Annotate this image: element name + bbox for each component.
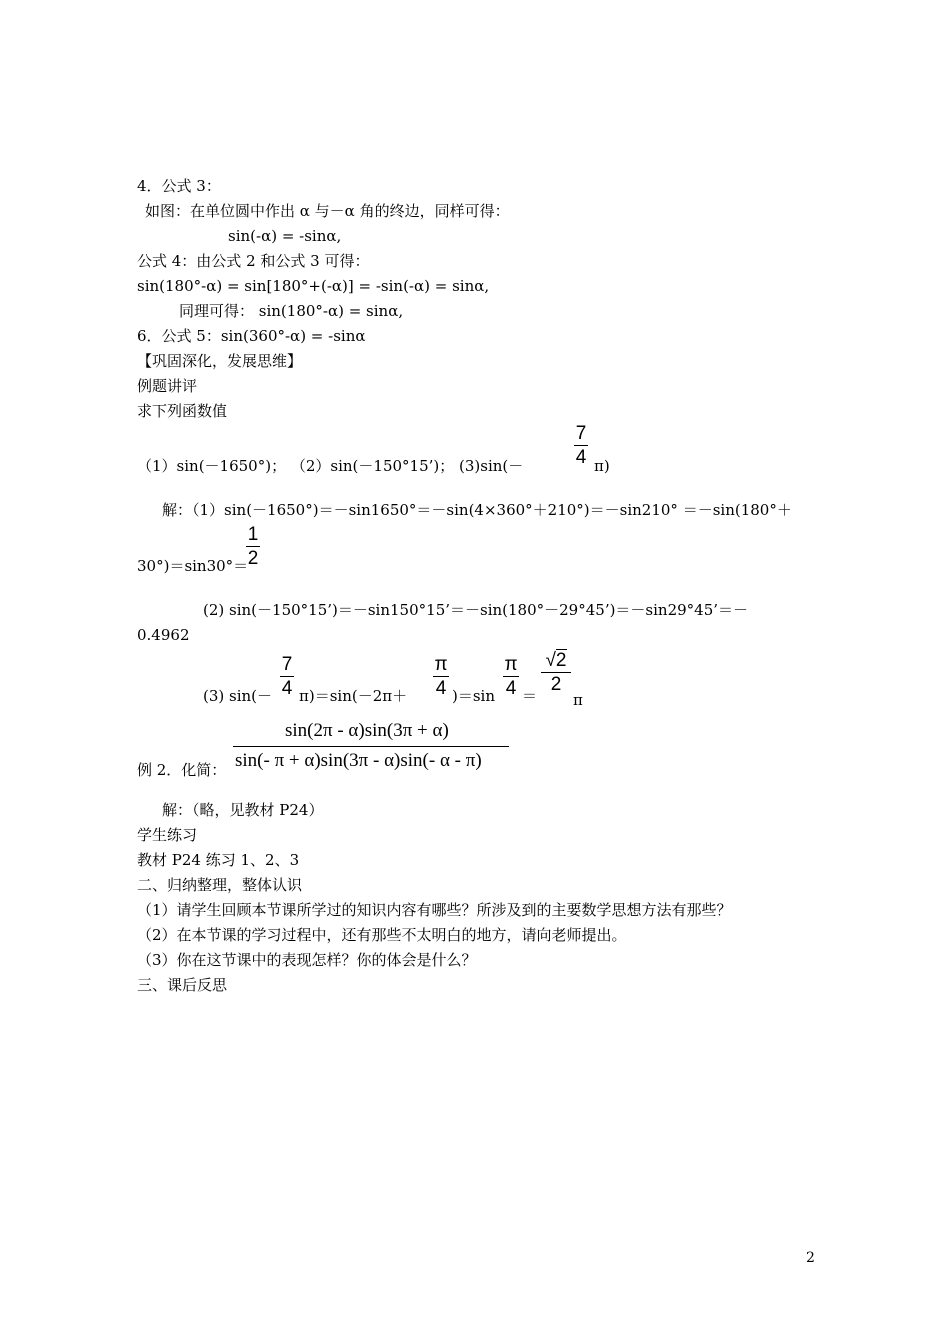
fraction-bar [246, 546, 260, 547]
fraction-denominator: 2 [247, 548, 259, 569]
fraction-sqrt2-2 [541, 651, 571, 694]
solution3-part3: )＝sin [452, 687, 496, 705]
fraction-numerator: 1 [247, 524, 259, 545]
summary-heading: 二、归纳整理，整体认识 [137, 876, 303, 894]
solution3-pi: π [573, 691, 583, 709]
formula4-heading: 公式 4：由公式 2 和公式 3 可得： [137, 252, 370, 270]
fraction-numerator: 7 [575, 423, 587, 444]
section-heading-consolidate: 【巩固深化，发展思维】 [137, 352, 303, 370]
formula4-derivation: sin(180°-α) = sin[180°+(-α)] = -sin(-α) = sinα, [137, 277, 490, 295]
fraction-denominator: 4 [281, 678, 293, 699]
example2-solution: 解：（略，见教材 P24） [162, 801, 324, 819]
fraction-bar [433, 676, 449, 677]
summary-question-1: （1）请学生回顾本节课所学过的知识内容有哪些？所涉及到的主要数学思想方法有那些？ [137, 901, 732, 919]
solution3-part2: π)＝sin(－2π＋ [299, 687, 408, 705]
summary-question-2: （2）在本节课的学习过程中，还有那些不太明白的地方，请向老师提出。 [137, 926, 627, 944]
example1-problems: （1）sin(－1650°)； （2）sin(－150°15’)； (3)sin(－ [137, 457, 524, 475]
fraction-7-4 [574, 424, 588, 467]
solution1-line1: 解：（1）sin(－1650°)＝－sin1650°＝－sin(4×360°＋210°)＝－sin210° ＝－sin(180°＋ [162, 501, 792, 519]
solution1-line2: 30°)＝sin30°＝ [137, 557, 249, 575]
fraction-7-4 [280, 655, 294, 698]
sqrt-icon: √ [545, 650, 556, 671]
radicand: 2 [555, 650, 567, 671]
fraction-bar [541, 672, 571, 673]
solution3-equals: ＝ [522, 687, 538, 705]
example2-numerator: sin(2π - α)sin(3π + α) [285, 720, 449, 741]
example2-denominator: sin(- π + α)sin(3π - α)sin(- α - π) [235, 750, 482, 771]
example1-problems-tail: π) [594, 457, 610, 475]
fraction-bar [280, 676, 294, 677]
fraction-denominator: 4 [435, 678, 447, 699]
fraction-bar [574, 445, 588, 446]
fraction-bar [503, 676, 519, 677]
formula3-result: sin(-α) = -sinα, [228, 227, 342, 245]
fraction-denominator: 2 [550, 674, 562, 695]
summary-question-3: （3）你在这节课中的表现怎样？你的体会是什么？ [137, 951, 477, 969]
page-number: 2 [806, 1250, 815, 1266]
formula4-similarly: 同理可得： sin(180°-α) = sinα, [179, 302, 404, 320]
task-statement: 求下列函数值 [137, 402, 228, 420]
fraction-numerator: 7 [281, 654, 293, 675]
fraction-numerator: π [504, 654, 518, 675]
fraction-1-2 [246, 525, 260, 568]
solution3-part1: (3) sin(－ [203, 687, 273, 705]
example2-fraction-bar [233, 746, 509, 747]
fraction-pi-4 [503, 655, 519, 698]
formula3-heading: 4．公式 3： [137, 177, 221, 195]
fraction-denominator: 4 [575, 447, 587, 468]
fraction-numerator [541, 651, 571, 670]
fraction-denominator: 4 [505, 678, 517, 699]
practice-assignment: 教材 P24 练习 1、2、3 [137, 851, 300, 869]
example2-label: 例 2．化简： [137, 761, 227, 779]
solution2-line1: (2) sin(－150°15’)＝－sin150°15’＝－sin(180°－29°45’)＝－sin29°45’＝－ [203, 601, 749, 619]
solution2-line2: 0.4962 [137, 626, 190, 644]
formula3-intro: 如图：在单位圆中作出 α 与－α 角的终边，同样可得： [145, 202, 510, 220]
formula5-line: 6．公式 5：sin(360°-α) = -sinα [137, 327, 366, 345]
examples-heading: 例题讲评 [137, 377, 198, 395]
fraction-pi-4 [433, 655, 449, 698]
reflection-heading: 三、课后反思 [137, 976, 228, 994]
practice-heading: 学生练习 [137, 826, 198, 844]
fraction-numerator: π [434, 654, 448, 675]
